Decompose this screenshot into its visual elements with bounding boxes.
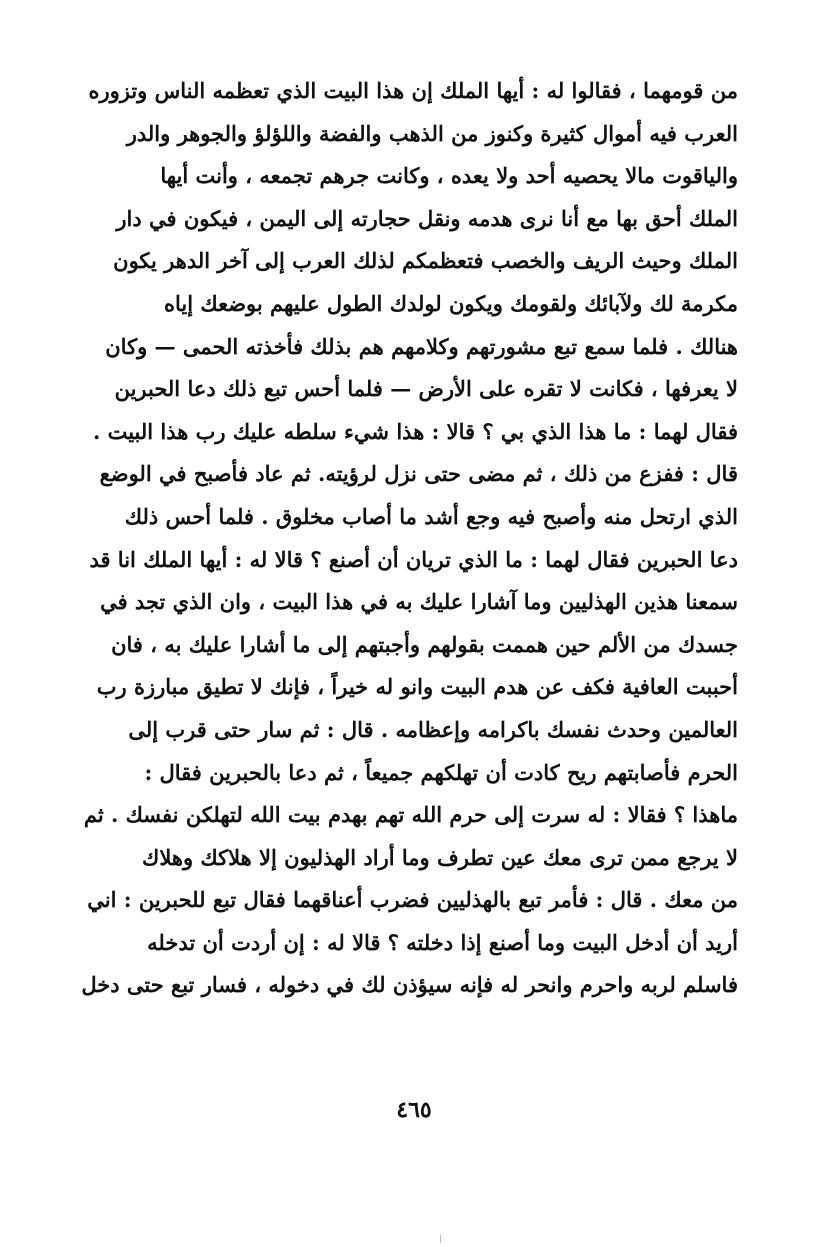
body-text [70,70,738,1007]
text-line: جسدك من الألم حين هممت بقولهم وأجبتهم إلى ما أشارا عليك به ، فان [111,631,738,657]
text-line: دعا الحبرين فقال لهما : ما الذي تريان أن أصنع ؟ قالا له : أيها الملك انا قد [89,546,738,572]
text-line: ماهذا ؟ فقالا : له سرت إلى حرم الله تهم بهدم بيت الله لتهلكن نفسك . ثم [83,802,738,828]
text-line: مكرمة لك ولآبائك ولقومك ويكون لولدك الطول عليهم بوضعك إياه [163,290,738,316]
text-line: من معك . قال : فأمر تبع بالهذليين فضرب أعناقهما فقال تبع للحبرين : اني [87,887,738,913]
text-line: والياقوت مالا يحصيه أحد ولا يعده ، وكانت جرهم تجمعه ، وأنت أيها [160,163,738,189]
text-line: الملك وحيث الريف والخصب فتعظمكم لذلك العرب إلى آخر الدهر يكون [113,248,738,274]
text-line: قال : ففزع من ذلك ، ثم مضى حتى نزل لرؤيته. ثم عاد فأصبح في الوضع [99,461,738,487]
text-line: فقال لهما : ما هذا الذي بي ؟ قالا : هذا شيء سلطه عليك رب هذا البيت . [92,418,738,444]
text-line: العرب فيه أموال كثيرة وكنوز من الذهب والفضة واللؤلؤ والجوهر والدر [126,120,738,146]
text-line: العالمين وحدث نفسك باكرامه وإعظامه . قال : ثم سار حتى قرب إلى [128,716,738,742]
text-line: لا يرجع ممن ترى معك عين تطرف وما أراد الهذليون إلا هلاكك وهلاك [142,844,738,870]
text-line: الملك أحق بها مع أنا نرى هدمه ونقل حجارته إلى اليمن ، فيكون في دار [116,205,738,231]
text-line: الحرم فأصابتهم ريح كادت أن تهلكهم جميعاً ، ثم دعا بالحبرين فقال : [144,759,738,785]
text-line: هنالك . فلما سمع تبع مشورتهم وكلامهم هم بذلك فأخذته الحمى — وكان [105,333,738,359]
scan-mark [440,1235,441,1243]
text-line: الذي ارتحل منه وأصبح فيه وجع أشد ما أصاب مخلوق . فلما أحس ذلك [124,503,738,529]
text-line: من قومهما ، فقالوا له : أيها الملك إن هذا البيت الذي تعظمه الناس وتزوره [88,78,738,103]
page-number: ٤٦٥ [396,1097,432,1123]
text-line: لا يعرفها ، فكانت لا تقره على الأرض — فلما أحس تبع ذلك دعا الحبرين [114,376,738,402]
text-line: فاسلم لربه واحرم وانحر له فإنه سيؤذن لك في دخوله ، فسار تبع حتى دخل [81,972,738,998]
text-line: أحببت العافية فكف عن هدم البيت وانو له خيراً ، فإنك لا تطيق مبارزة رب [96,674,738,700]
text-line: سمعنا هذين الهذليين وما آشارا عليك به في هذا البيت ، وان الذي تجد في [100,589,738,615]
text-line: أريد أن أدخل البيت وما أصنع إذا دخلته ؟ قالا له : إن أردت أن تدخله [147,929,738,955]
